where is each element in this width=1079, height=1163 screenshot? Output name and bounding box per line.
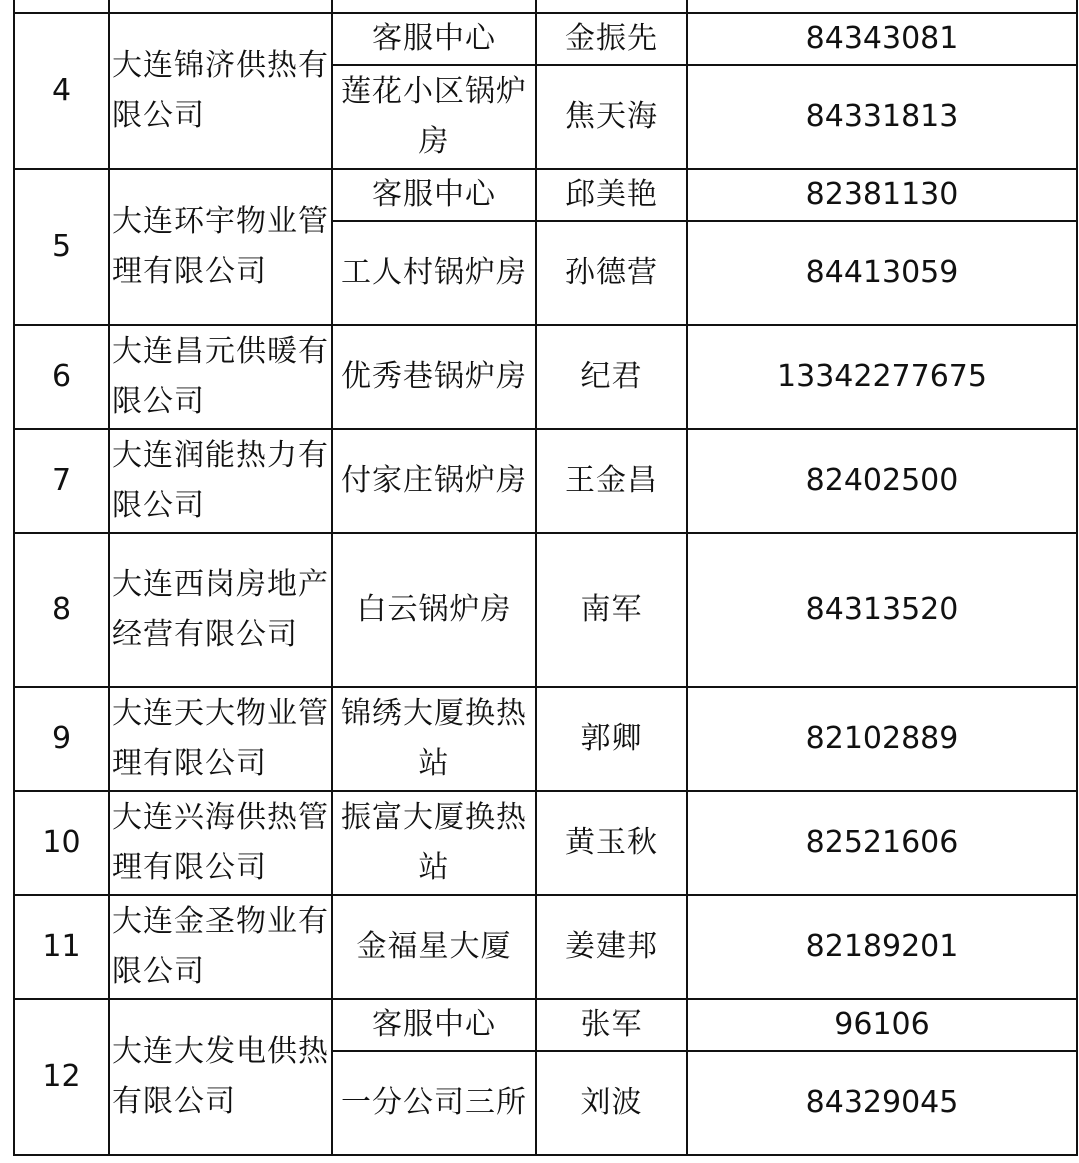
company-name: 大连天大物业管理有限公司 — [109, 687, 332, 791]
row-number: 8 — [14, 533, 109, 687]
table-row — [14, 13, 1077, 65]
site-name: 工人村锅炉房 — [332, 221, 536, 325]
contact-person: 纪君 — [536, 325, 687, 429]
contact-person: 张军 — [536, 999, 687, 1051]
table-row — [14, 429, 1077, 533]
table-row — [14, 533, 1077, 687]
contact-person: 郭卿 — [536, 687, 687, 791]
company-name: 大连西岗房地产经营有限公司 — [109, 533, 332, 687]
row-number: 11 — [14, 895, 109, 999]
company-name: 大连环宇物业管理有限公司 — [109, 169, 332, 325]
row-number: 12 — [14, 999, 109, 1155]
site-name: 一分公司三所 — [332, 1051, 536, 1155]
table-row — [14, 687, 1077, 791]
phone-number: 82402500 — [687, 429, 1077, 533]
table-row — [14, 791, 1077, 895]
company-name: 大连金圣物业有限公司 — [109, 895, 332, 999]
company-name: 大连大发电供热有限公司 — [109, 999, 332, 1155]
site-name: 付家庄锅炉房 — [332, 429, 536, 533]
contact-person: 孙德营 — [536, 221, 687, 325]
table-row — [14, 999, 1077, 1051]
phone-number: 84343081 — [687, 13, 1077, 65]
company-name: 大连润能热力有限公司 — [109, 429, 332, 533]
phone-number: 84313520 — [687, 533, 1077, 687]
site-name: 莲花小区锅炉房 — [332, 65, 536, 169]
contact-person: 姜建邦 — [536, 895, 687, 999]
contact-person: 金振先 — [536, 13, 687, 65]
row-number: 9 — [14, 687, 109, 791]
table-row-cropped — [14, 0, 1077, 13]
site-name: 客服中心 — [332, 169, 536, 221]
site-name: 金福星大厦 — [332, 895, 536, 999]
contact-person: 黄玉秋 — [536, 791, 687, 895]
company-name: 大连锦济供热有限公司 — [109, 13, 332, 169]
row-number: 5 — [14, 169, 109, 325]
row-number: 6 — [14, 325, 109, 429]
site-name: 锦绣大厦换热站 — [332, 687, 536, 791]
table-row — [14, 169, 1077, 221]
row-number: 7 — [14, 429, 109, 533]
site-name: 白云锅炉房 — [332, 533, 536, 687]
company-name: 大连兴海供热管理有限公司 — [109, 791, 332, 895]
site-name: 客服中心 — [332, 13, 536, 65]
site-name: 振富大厦换热站 — [332, 791, 536, 895]
row-number: 4 — [14, 13, 109, 169]
phone-number: 84331813 — [687, 65, 1077, 169]
heating-contact-table — [13, 0, 1078, 1156]
phone-number: 84413059 — [687, 221, 1077, 325]
phone-number: 96106 — [687, 999, 1077, 1051]
phone-number: 82102889 — [687, 687, 1077, 791]
contact-person: 焦天海 — [536, 65, 687, 169]
site-name: 客服中心 — [332, 999, 536, 1051]
phone-number: 82189201 — [687, 895, 1077, 999]
contact-person: 刘波 — [536, 1051, 687, 1155]
site-name: 优秀巷锅炉房 — [332, 325, 536, 429]
phone-number: 82521606 — [687, 791, 1077, 895]
phone-number: 13342277675 — [687, 325, 1077, 429]
table-row — [14, 895, 1077, 999]
phone-number: 84329045 — [687, 1051, 1077, 1155]
phone-number: 82381130 — [687, 169, 1077, 221]
row-number: 10 — [14, 791, 109, 895]
contact-person: 南军 — [536, 533, 687, 687]
table-row — [14, 325, 1077, 429]
company-name: 大连昌元供暖有限公司 — [109, 325, 332, 429]
contact-person: 邱美艳 — [536, 169, 687, 221]
contact-person: 王金昌 — [536, 429, 687, 533]
